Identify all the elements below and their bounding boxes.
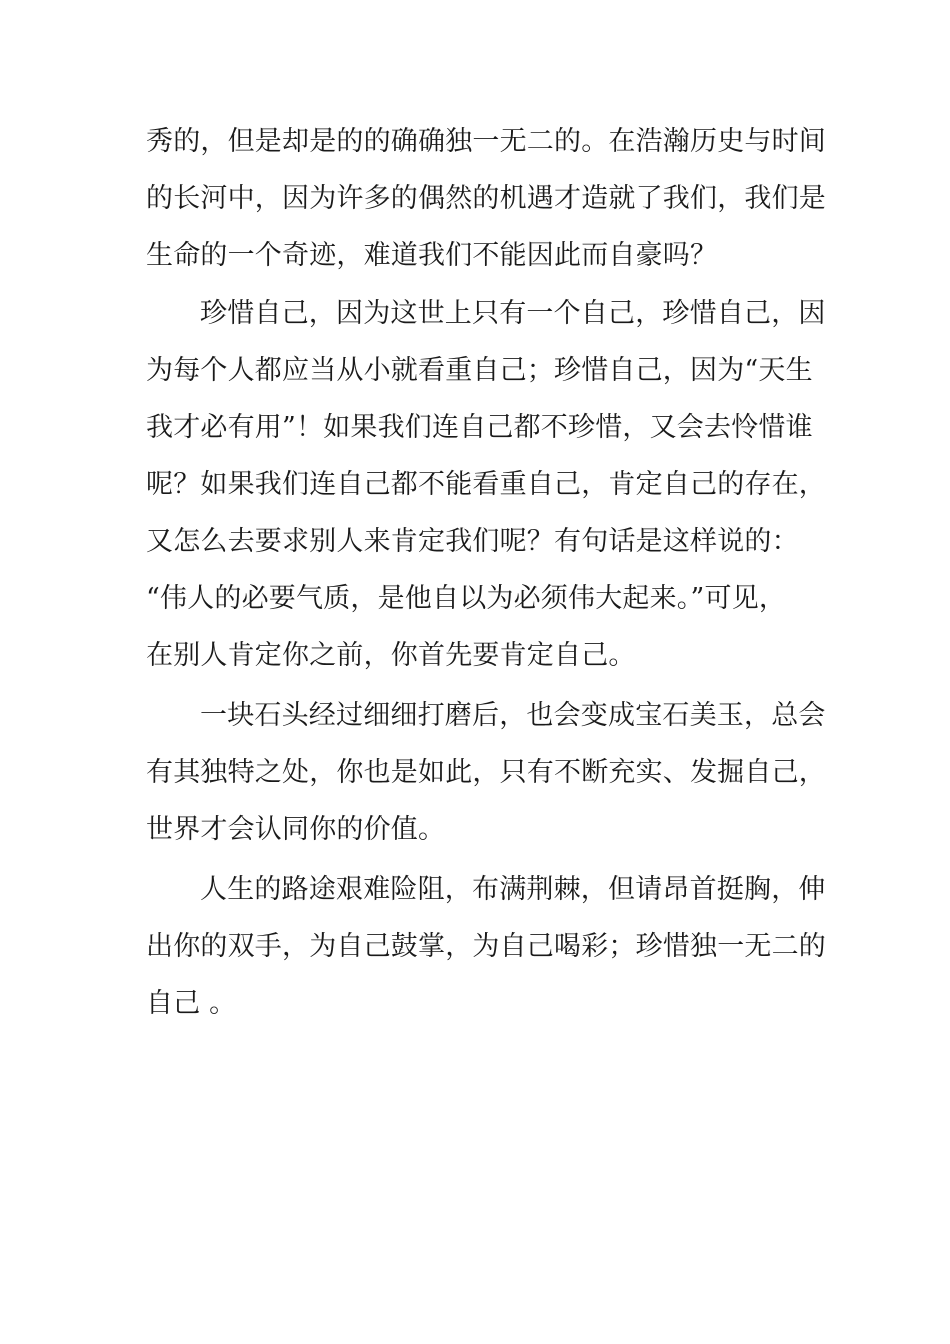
text-line: 在别人肯定你之前，你首先要肯定自己。 xyxy=(146,640,636,671)
text-line: 秀的，但是却是的的确确独一无二的。在浩瀚历史与时间 xyxy=(146,126,826,157)
text-line: 我才必有用”！如果我们连自己都不珍惜，又会去怜惜谁 xyxy=(146,412,813,443)
text-line: 出你的双手，为自己鼓掌，为自己喝彩；珍惜独一无二的 xyxy=(146,931,826,962)
paragraph-first-line: 珍惜自己，因为这世上只有一个自己，珍惜自己，因 xyxy=(200,298,826,329)
text-line: 的长河中，因为许多的偶然的机遇才造就了我们，我们是 xyxy=(146,183,826,214)
text-line: 有其独特之处，你也是如此，只有不断充实、发掘自己， xyxy=(146,757,826,788)
text-line: 世界才会认同你的价值。 xyxy=(146,814,446,845)
paragraph-first-line: 人生的路途艰难险阻，布满荆棘，但请昂首挺胸，伸 xyxy=(200,874,826,905)
text-line: 自己 。 xyxy=(146,988,237,1019)
text-line: 又怎么去要求别人来肯定我们呢？有句话是这样说的： xyxy=(146,526,799,557)
text-line: 为每个人都应当从小就看重自己；珍惜自己，因为“天生 xyxy=(146,355,813,386)
paragraph-first-line: 一块石头经过细细打磨后，也会变成宝石美玉，总会 xyxy=(200,700,826,731)
text-line: 呢？如果我们连自己都不能看重自己，肯定自己的存在， xyxy=(146,469,826,500)
text-line: 生命的一个奇迹，难道我们不能因此而自豪吗？ xyxy=(146,240,718,271)
text-line: “伟人的必要气质，是他自以为必须伟大起来。”可见， xyxy=(146,583,787,614)
